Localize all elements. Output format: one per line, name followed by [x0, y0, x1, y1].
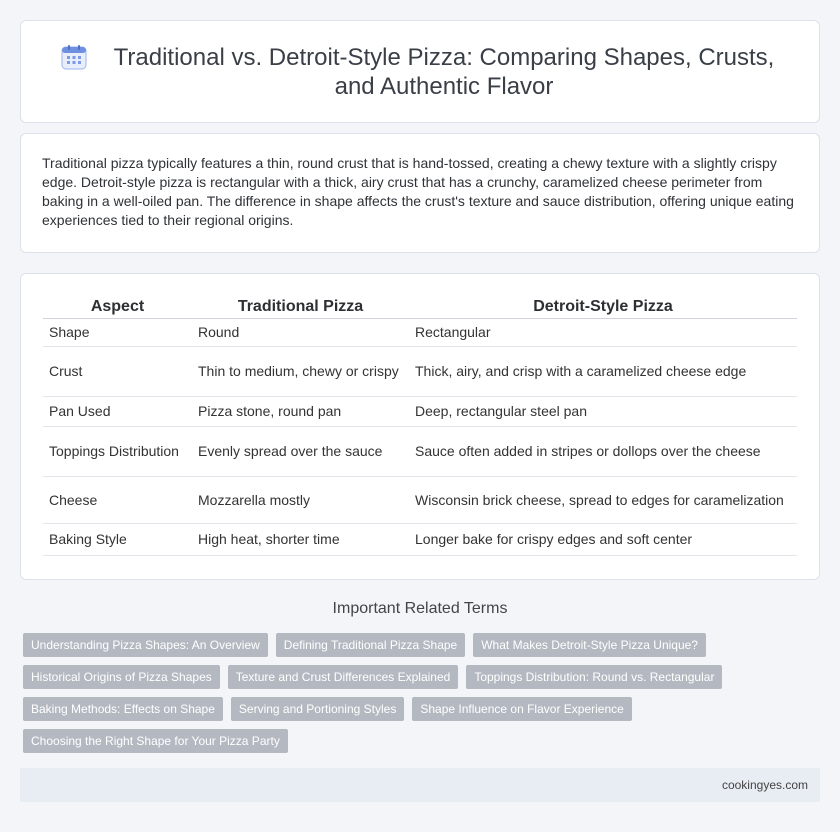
related-term-tag[interactable]: Choosing the Right Shape for Your Pizza Party: [23, 729, 288, 753]
related-terms-list: [23, 633, 823, 753]
aspect-cell: Crust: [43, 346, 192, 396]
aspect-cell: Cheese: [43, 476, 192, 523]
related-term-tag[interactable]: Shape Influence on Flavor Experience: [412, 697, 631, 721]
related-terms-heading: Important Related Terms: [332, 600, 508, 617]
comparison-table: [43, 296, 797, 556]
detroit-cell: Deep, rectangular steel pan: [409, 396, 797, 426]
traditional-cell: Thin to medium, chewy or crispy: [192, 346, 409, 396]
traditional-cell: Mozzarella mostly: [192, 476, 409, 523]
detroit-cell: Rectangular: [409, 318, 797, 346]
detroit-cell: Longer bake for crispy edges and soft center: [409, 523, 797, 555]
table-header-row: [43, 296, 797, 318]
comparison-card: [20, 273, 820, 580]
aspect-cell: Pan Used: [43, 396, 192, 426]
table-row: [43, 523, 797, 555]
traditional-cell: Evenly spread over the sauce: [192, 426, 409, 476]
table-row: [43, 476, 797, 523]
table-row: [43, 346, 797, 396]
aspect-cell: Toppings Distribution: [43, 426, 192, 476]
traditional-cell: High heat, shorter time: [192, 523, 409, 555]
footer: [20, 768, 820, 802]
column-header: Aspect: [43, 296, 192, 318]
table-row: [43, 426, 797, 476]
intro-paragraph: Traditional pizza typically features a thin, round crust that is hand-tossed, creating a chewy texture with a slightly crispy edge. Detroit-style pizza is rectangular with a thick, airy crust that has a crunchy, caramelized cheese perimeter from baking in a well-oiled pan. The difference in shape affects the crust's texture and sauce distribution, offering unique eating experiences tied to their regional origins.: [42, 155, 794, 228]
related-term-tag[interactable]: Historical Origins of Pizza Shapes: [23, 665, 220, 689]
aspect-cell: Shape: [43, 318, 192, 346]
related-term-tag[interactable]: Understanding Pizza Shapes: An Overview: [23, 633, 268, 657]
intro-card: [20, 133, 820, 253]
column-header: Detroit-Style Pizza: [409, 296, 797, 318]
related-term-tag[interactable]: Defining Traditional Pizza Shape: [276, 633, 465, 657]
related-term-tag[interactable]: Toppings Distribution: Round vs. Rectangular: [466, 665, 722, 689]
column-header: Traditional Pizza: [192, 296, 409, 318]
detroit-cell: Wisconsin brick cheese, spread to edges for caramelization: [409, 476, 797, 523]
calendar-icon: [61, 44, 87, 70]
table-row: [43, 396, 797, 426]
header-card: [20, 20, 820, 123]
traditional-cell: Round: [192, 318, 409, 346]
site-name[interactable]: cookingyes.com: [721, 778, 808, 792]
detroit-cell: Thick, airy, and crisp with a caramelized cheese edge: [409, 346, 797, 396]
related-term-tag[interactable]: What Makes Detroit-Style Pizza Unique?: [473, 633, 706, 657]
related-term-tag[interactable]: Baking Methods: Effects on Shape: [23, 697, 223, 721]
detroit-cell: Sauce often added in stripes or dollops over the cheese: [409, 426, 797, 476]
traditional-cell: Pizza stone, round pan: [192, 396, 409, 426]
related-term-tag[interactable]: Serving and Portioning Styles: [231, 697, 404, 721]
aspect-cell: Baking Style: [43, 523, 192, 555]
related-term-tag[interactable]: Texture and Crust Differences Explained: [228, 665, 459, 689]
page-title: Traditional vs. Detroit-Style Pizza: Comparing Shapes, Crusts, and Authentic Flavor: [113, 43, 775, 100]
table-row: [43, 318, 797, 346]
